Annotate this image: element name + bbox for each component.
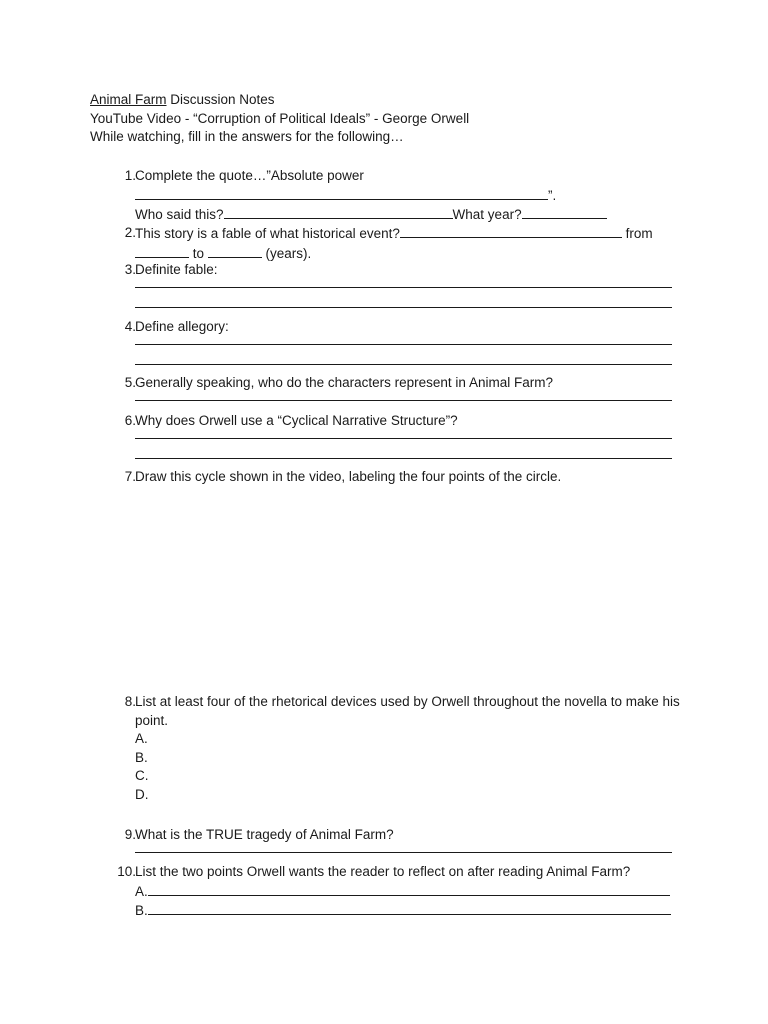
instructions: While watching, fill in the answers for the following… (90, 129, 404, 145)
years-label: (years). (261, 245, 312, 261)
quote-end: ”. (548, 187, 557, 203)
who-blank[interactable] (224, 205, 453, 219)
year-label: What year? (452, 207, 522, 223)
question-text: Complete the quote…”Absolute power (135, 168, 364, 183)
book-title: Animal Farm (90, 92, 167, 107)
question-text: List the two points Orwell wants the reader to reflect on after reading Animal Farm? (135, 864, 631, 879)
question-text: Why does Orwell use a “Cyclical Narrative Structure”? (135, 413, 458, 428)
who-label: Who said this? (135, 207, 224, 223)
question-number: 3. (124, 262, 136, 277)
question-text: Definite fable: (135, 262, 218, 277)
question-number: 6. (124, 413, 136, 428)
end-year-blank[interactable] (208, 244, 262, 258)
list-item-c[interactable]: C. (135, 768, 149, 784)
quote-answer-line[interactable] (135, 186, 675, 206)
question-text: List at least four of the rhetorical devices used by Orwell throughout the novella to make his point. (135, 694, 680, 728)
question-text: This story is a fable of what historical event? (135, 226, 400, 241)
list-item-d[interactable]: D. (135, 786, 149, 802)
question-number: 2. (124, 225, 136, 240)
question-text: Define allegory: (135, 319, 229, 334)
answer-line[interactable] (135, 307, 672, 308)
question-number: 9. (124, 827, 136, 842)
worksheet-header (90, 91, 469, 147)
drawing-area[interactable] (135, 495, 672, 685)
year-blank[interactable] (522, 205, 607, 219)
question-number: 5. (124, 375, 136, 390)
to-label: to (189, 245, 208, 261)
question-text: Generally speaking, who do the characters represent in Animal Farm? (135, 375, 553, 390)
list-item-b[interactable] (135, 901, 675, 921)
answer-line[interactable] (135, 287, 672, 288)
list-item-a[interactable] (135, 882, 675, 902)
title-suffix: Discussion Notes (166, 92, 275, 107)
answer-line[interactable] (135, 852, 672, 853)
answer-line[interactable] (135, 400, 672, 401)
item-label: B. (135, 903, 148, 919)
question-number: 4. (124, 319, 136, 334)
item-label: A. (135, 883, 148, 899)
question-number: 7. (124, 469, 136, 484)
answer-blank[interactable] (148, 901, 671, 915)
list-item-b[interactable]: B. (135, 749, 148, 765)
question-number: 10. (117, 864, 136, 879)
answer-line[interactable] (135, 458, 672, 459)
list-item-a[interactable]: A. (135, 731, 148, 747)
answer-line[interactable] (135, 364, 672, 365)
answer-line[interactable] (135, 438, 672, 439)
question-text: What is the TRUE tragedy of Animal Farm? (135, 827, 394, 842)
question-number: 8. (124, 694, 136, 709)
answer-blank[interactable] (148, 882, 670, 896)
start-year-blank[interactable] (135, 244, 189, 258)
question-text: Draw this cycle shown in the video, labeling the four points of the circle. (135, 469, 562, 484)
from-label: from (621, 226, 653, 241)
video-line: YouTube Video - “Corruption of Political Ideals” - George Orwell (90, 110, 470, 126)
title-line (90, 91, 469, 110)
answer-line[interactable] (135, 344, 672, 345)
answer-blank[interactable] (135, 186, 548, 200)
event-blank[interactable] (400, 224, 622, 238)
question-number: 1. (124, 168, 136, 183)
